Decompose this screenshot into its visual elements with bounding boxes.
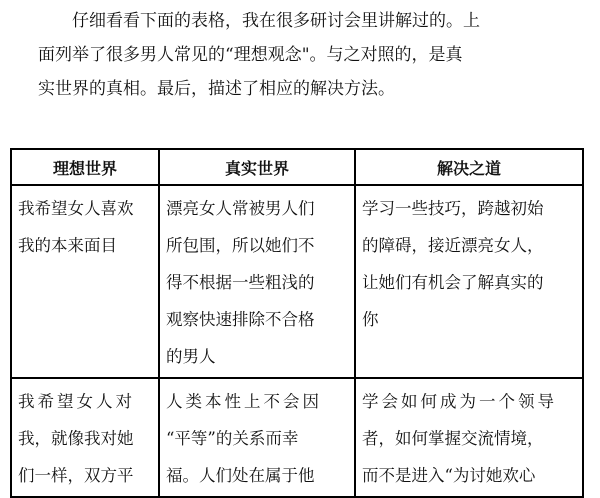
intro-line-2: 面列举了很多男人常见的“理想观念"。与之对照的，是真 bbox=[38, 45, 463, 65]
cell-line: 我的本来面目 bbox=[18, 236, 117, 255]
cell-line: 者，如何掌握交流情境， bbox=[362, 429, 544, 448]
table-header-row bbox=[11, 149, 583, 185]
table-row bbox=[11, 185, 583, 378]
cell-line: 的障碍，接近漂亮女人， bbox=[362, 236, 544, 255]
intro-paragraph bbox=[38, 4, 568, 106]
intro-line-1: 仔细看看下面的表格，我在很多研讨会里讲解过的。上 bbox=[72, 11, 480, 31]
cell-line: 所包围，所以她们不 bbox=[166, 236, 315, 255]
cell-line: 人类本性上不会因 bbox=[166, 392, 322, 411]
cell-line: 我希望女人对 bbox=[18, 392, 135, 411]
cell-solution bbox=[355, 185, 583, 378]
table-row bbox=[11, 378, 583, 497]
cell-line: 学会如何成为一个领导 bbox=[362, 392, 557, 411]
cell-solution bbox=[355, 378, 583, 497]
cell-ideal bbox=[11, 378, 159, 497]
comparison-table bbox=[10, 148, 584, 498]
cell-line: 漂亮女人常被男人们 bbox=[166, 199, 315, 218]
cell-line: “平等”的关系而幸 bbox=[166, 429, 299, 448]
cell-line: 福。人们处在属于他 bbox=[166, 466, 315, 485]
cell-line: 我，就像我对她 bbox=[18, 429, 134, 448]
cell-ideal bbox=[11, 185, 159, 378]
header-solution: 解决之道 bbox=[355, 149, 583, 185]
header-real-world: 真实世界 bbox=[159, 149, 355, 185]
intro-line-3: 实世界的真相。最后，描述了相应的解决方法。 bbox=[38, 79, 395, 99]
cell-line: 观察快速排除不合格 bbox=[166, 310, 315, 329]
cell-line: 我希望女人喜欢 bbox=[18, 199, 134, 218]
cell-line: 而不是进入“为讨她欢心 bbox=[362, 466, 536, 485]
cell-real bbox=[159, 185, 355, 378]
cell-line: 你 bbox=[362, 310, 379, 329]
cell-line: 学习一些技巧，跨越初始 bbox=[362, 199, 544, 218]
cell-real bbox=[159, 378, 355, 497]
cell-line: 们一样，双方平 bbox=[18, 466, 134, 485]
header-ideal-world: 理想世界 bbox=[11, 149, 159, 185]
cell-line: 的男人 bbox=[166, 347, 216, 366]
cell-line: 得不根据一些粗浅的 bbox=[166, 273, 315, 292]
cell-line: 让她们有机会了解真实的 bbox=[362, 273, 544, 292]
